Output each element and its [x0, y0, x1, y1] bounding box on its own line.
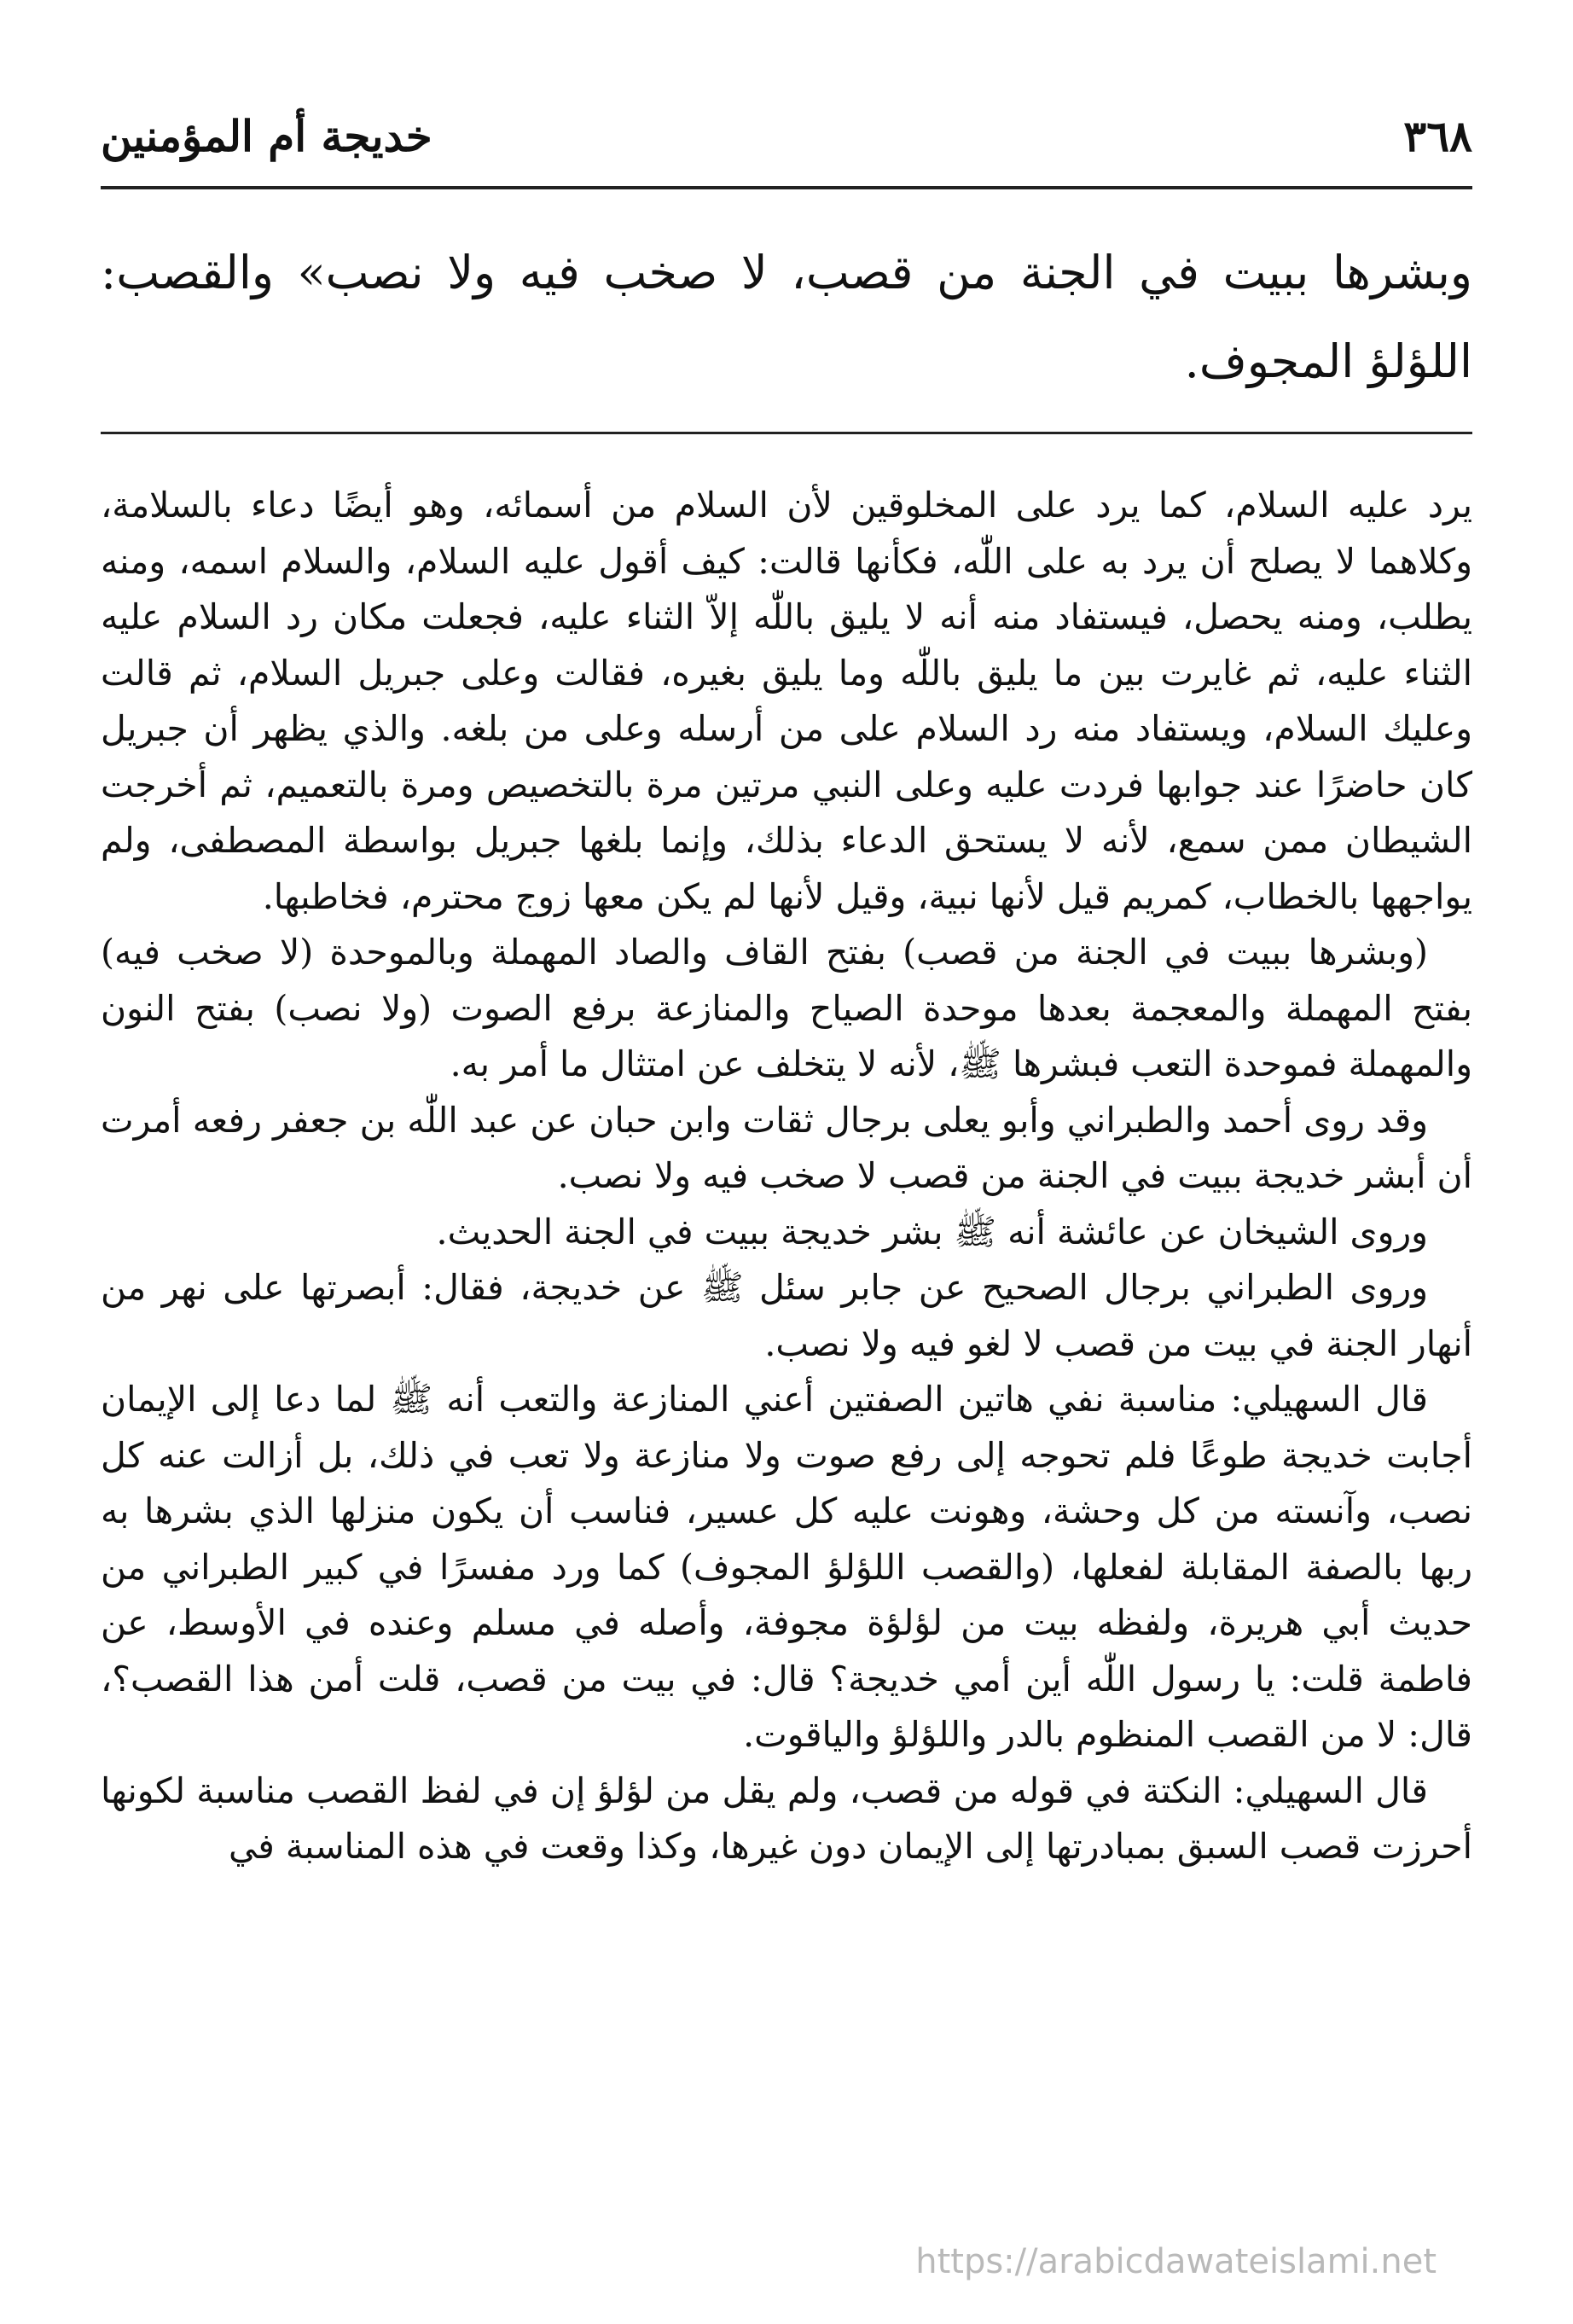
commentary-body	[101, 478, 1472, 1875]
commentary-paragraph: وقد روى أحمد والطبراني وأبو يعلى برجال ثقات وابن حبان عن عبد اللّٰه بن جعفر رفعه أمرت أن أبشر خديجة ببيت في الجنة من قصب لا صخب فيه ولا نصب.	[101, 1099, 1472, 1196]
running-title: خديجة أم المؤمنين	[101, 111, 432, 161]
page-header	[101, 101, 1472, 195]
commentary-paragraph: قال السهيلي: النكتة في قوله من قصب، ولم يقل من لؤلؤ إن في لفظ القصب مناسبة لكونها أحرزت قصب السبق بمبادرتها إلى الإيمان دون غيرها، وكذا وقعت في هذه المناسبة في	[101, 1769, 1472, 1867]
section-divider	[101, 432, 1472, 434]
commentary-paragraph: وروى الشيخان عن عائشة أنه ﷺ بشر خديجة ببيت في الجنة الحديث.	[436, 1211, 1428, 1252]
hadith-text: وبشرها ببيت في الجنة من قصب، لا صخب فيه ولا نصب» والقصب: اللؤلؤ المجوف.	[101, 246, 1472, 388]
commentary-paragraph: يرد عليه السلام، كما يرد على المخلوقين لأن السلام من أسمائه، وهو أيضًا دعاء بالسلامة، وكلاهما لا يصلح أن يرد به على اللّٰه، فكأنها قالت: كيف أقول عليه السلام، والسلام اسمه، ومنه يطلب، ومنه يحصل، فيستفاد منه أنه لا يليق باللّٰه إلاّ الثناء عليه، فجعلت مكان رد السلام عليه الثناء عليه، ثم غايرت بين ما يليق باللّٰه وما يليق بغيره، فقالت وعلى جبريل السلام، ثم قالت وعليك السلام، ويستفاد منه رد السلام على من أرسله وعلى من بلغه. والذي يظهر أن جبريل كان حاضرًا عند جوابها فردت عليه وعلى النبي مرتين مرة بالتخصيص ومرة بالتعميم، ثم أخرجت الشيطان ممن سمع، لأنه لا يستحق الدعاء بذلك، وإنما بلغها جبريل بواسطة المصطفى، ولم يواجهها بالخطاب، كمريم قيل لأنها نبية، وقيل لأنها لم يكن معها زوج محترم، فخاطبها.	[101, 485, 1472, 917]
source-watermark: https://arabicdawateislami.net	[915, 2242, 1437, 2281]
commentary-paragraph: (وبشرها ببيت في الجنة من قصب) بفتح القاف والصاد المهملة وبالموحدة (لا صخب فيه) بفتح المهملة والمعجمة بعدها موحدة الصياح والمنازعة برفع الصوت (ولا نصب) بفتح النون والمهملة فموحدة التعب فبشرها ﷺ، لأنه لا يتخلف عن امتثال ما أمر به.	[101, 932, 1472, 1084]
header-rule	[101, 186, 1472, 189]
commentary-paragraph: وروى الطبراني برجال الصحيح عن جابر سئل ﷺ عن خديجة، فقال: أبصرتها على نهر من أنهار الجنة في بيت من قصب لا لغو فيه ولا نصب.	[101, 1267, 1472, 1364]
page-number: ٣٦٨	[1403, 111, 1472, 161]
commentary-paragraph: قال السهيلي: مناسبة نفي هاتين الصفتين أعني المنازعة والتعب أنه ﷺ لما دعا إلى الإيمان أجابت خديجة طوعًا فلم تحوجه إلى رفع صوت ولا منازعة ولا تعب في ذلك، بل أزالت عنه كل نصب، وآنسته من كل وحشة، وهونت عليه كل عسير، فناسب أن يكون منزلها الذي بشرها به ربها بالصفة المقابلة لفعلها، (والقصب اللؤلؤ المجوف) كما ورد مفسرًا في كبير الطبراني من حديث أبي هريرة، ولفظه بيت من لؤلؤة مجوفة، وأصله في مسلم وعنده في الأوسط، عن فاطمة قلت: يا رسول اللّٰه أين أمي خديجة؟ قال: في بيت من قصب، قلت أمن هذا القصب؟، قال: لا من القصب المنظوم بالدر واللؤلؤ والياقوت.	[101, 1379, 1472, 1755]
